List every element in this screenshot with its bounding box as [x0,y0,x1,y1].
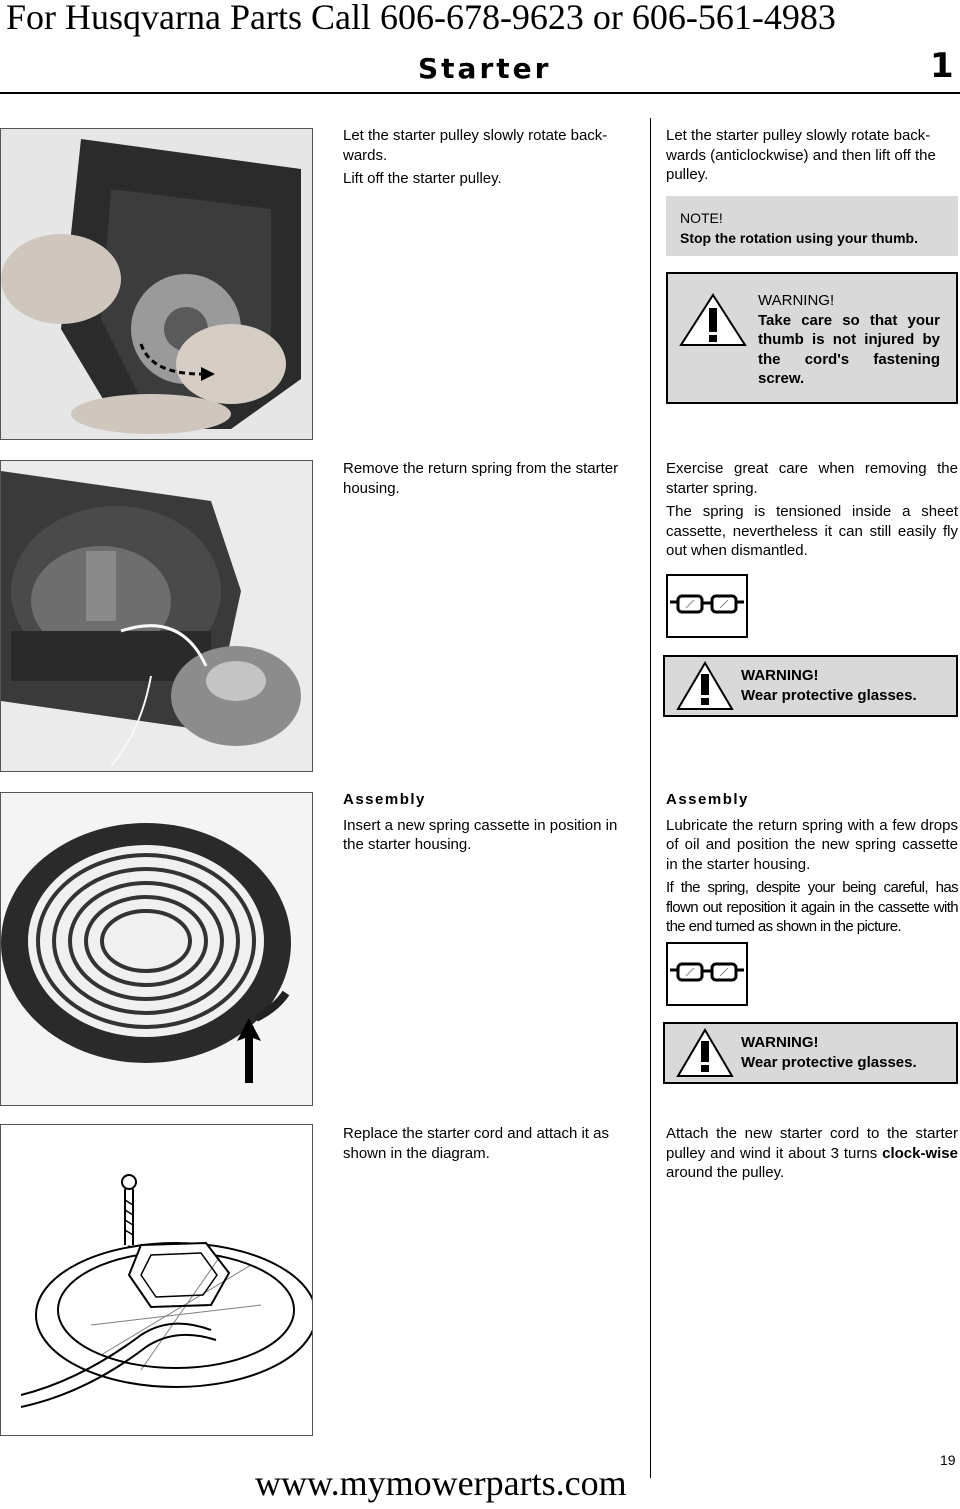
paragraph: Let the starter pulley slowly rotate back-wards. [343,127,608,164]
assembly-heading: Assembly [666,791,749,808]
step2-right-text [666,459,958,565]
section-number: 1 [930,46,954,86]
paragraph: Remove the return spring from the starter housing. [343,460,619,497]
step4-left-text [343,1124,638,1167]
diagram-starter-cord [0,1124,313,1436]
warning-box [666,272,958,404]
assembly-heading: Assembly [343,791,426,808]
warning-label: WARNING! [758,292,835,309]
warning-text [758,291,940,389]
warning-text [741,666,951,705]
step2-left-text [343,459,638,502]
paragraph: Lubricate the return spring with a few drops of oil and position the new spring cassette in the starter housing. [666,816,958,873]
paragraph: If the spring, despite your being careful, has flown out reposition it again in the cassette with the end turned as shown in the picture. [666,879,958,935]
warning-triangle-icon [678,292,748,348]
page-title: Starter [418,52,552,85]
warning-label: WARNING! [741,667,819,684]
emphasis: clock-wise [882,1144,958,1162]
step1-right-text [666,126,958,189]
paragraph [666,1124,958,1183]
note-box [666,196,958,256]
page-number: 19 [940,1452,956,1468]
note-text: Stop the rotation using your thumb. [680,230,918,246]
step1-left-text [343,126,638,193]
paragraph: Insert a new spring cassette in position in the starter housing. [343,816,618,853]
warning-message: Wear protective glasses. [741,686,917,704]
paragraph: Lift off the starter pulley. [343,170,502,187]
warning-message: Wear protective glasses. [741,1053,917,1071]
warning-text [741,1033,951,1072]
column-divider [650,118,651,1478]
text-run: Attach the new starter cord to the starter pulley and wind it about 3 turns [666,1125,958,1162]
text-run: around the pulley. [666,1164,785,1181]
header-rule [0,92,960,94]
step3-right-text [666,790,958,941]
paragraph: Replace the starter cord and attach it as shown in the diagram. [343,1125,609,1162]
step3-left-text [343,790,638,859]
paragraph: The spring is tensioned inside a sheet cassette, nevertheless it can still easily fly out when dismantled. [666,503,958,559]
step4-right-text [666,1124,958,1187]
paragraph: Let the starter pulley slowly rotate back-wards (anticlockwise) and then lift off the pulley. [666,127,936,183]
protective-glasses-icon [666,942,748,1006]
warning-label: WARNING! [741,1034,819,1051]
dealer-banner: For Husqvarna Parts Call 606-678-9623 or 606-561-4983 [6,0,836,37]
warning-triangle-icon [675,660,735,712]
warning-triangle-icon [675,1027,735,1079]
photo-removing-pulley [0,128,313,440]
photo-return-spring [0,460,313,772]
paragraph: Exercise great care when removing the starter spring. [666,460,958,497]
footer-website: www.mymowerparts.com [255,1463,627,1503]
warning-message: Take care so that your thumb is not injured by the cord's fastening screw. [758,311,940,387]
warning-box [663,1022,958,1084]
warning-box [663,655,958,717]
note-label: NOTE! [680,210,723,226]
protective-glasses-icon [666,574,748,638]
photo-spring-cassette [0,792,313,1106]
